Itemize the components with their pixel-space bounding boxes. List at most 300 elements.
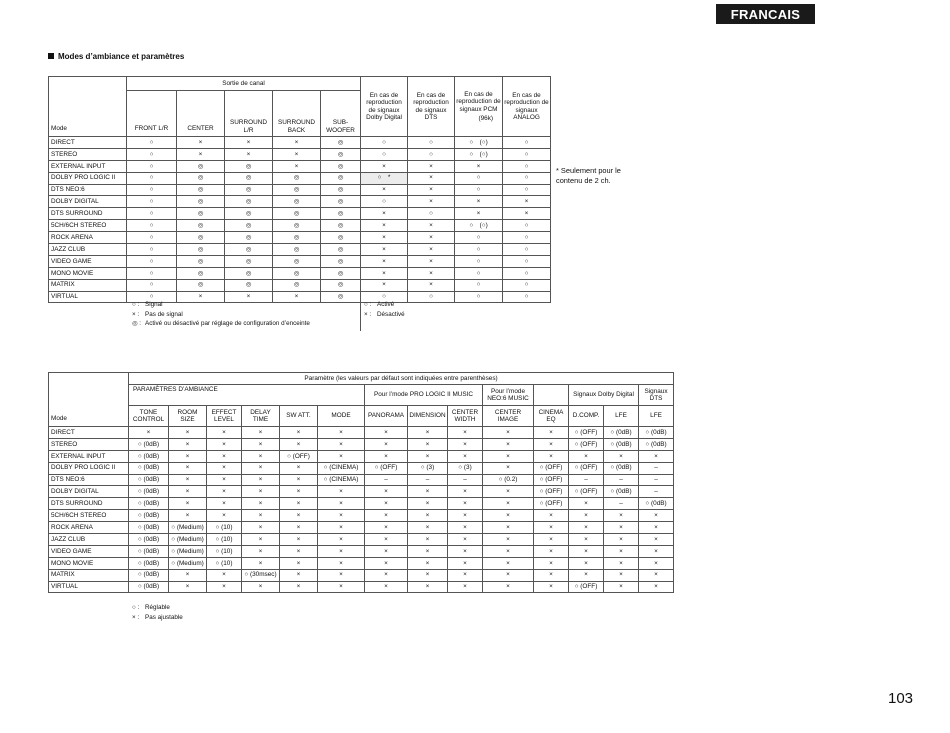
value-cell: × (639, 534, 674, 546)
value-cell: ○ (0dB) (129, 438, 169, 450)
value-cell: ○ (○) (455, 137, 503, 149)
value-cell: × (408, 510, 448, 522)
table-row (49, 267, 551, 279)
value-cell: ○ (455, 172, 503, 184)
value-cell: × (483, 569, 534, 581)
value-cell: × (408, 545, 448, 557)
value-cell: ○ (503, 160, 551, 172)
pcm-signal-header (455, 77, 503, 137)
dts-signal-header: En cas de reproduction de signaux DTS (408, 77, 455, 137)
value-cell: ○ (0dB) (639, 438, 674, 450)
value-cell: × (273, 137, 321, 149)
value-cell: ◎ (321, 244, 361, 256)
value-cell: ◎ (321, 196, 361, 208)
value-cell: ○ (CINEMA) (318, 474, 365, 486)
value-cell: × (365, 581, 408, 593)
value-cell: ○ (127, 291, 177, 303)
value-cell: ○ (OFF) (534, 474, 569, 486)
table-row (49, 510, 674, 522)
value-cell: × (318, 510, 365, 522)
not-adjustable-symbol: × : (132, 613, 140, 621)
dolby-signal-header: En cas de reproduction de signaux Dolby Digital (361, 77, 408, 137)
value-cell: ○ (503, 148, 551, 160)
square-bullet-icon (48, 53, 54, 59)
value-cell: ○ (0dB) (604, 486, 639, 498)
value-cell: × (365, 510, 408, 522)
section-title-text: Modes d’ambiance et paramètres (58, 52, 185, 61)
value-cell: × (503, 196, 551, 208)
value-cell: ○ (503, 220, 551, 232)
value-cell: × (273, 160, 321, 172)
mode-cell: ROCK ARENA (49, 232, 127, 244)
legend-text: Pas de signal (145, 310, 183, 318)
legend-text: Réglable (145, 604, 170, 611)
active-symbol: ○ : (364, 301, 372, 308)
value-cell: × (408, 522, 448, 534)
column-header: DIMENSION (408, 406, 448, 427)
mode-cell: MATRIX (49, 279, 127, 291)
value-cell: ◎ (273, 244, 321, 256)
value-cell: × (280, 522, 318, 534)
inactive-symbol: × : (364, 310, 372, 318)
value-cell: × (408, 220, 455, 232)
value-cell: × (534, 569, 569, 581)
value-cell: × (365, 438, 408, 450)
value-cell: × (639, 450, 674, 462)
value-cell: × (361, 184, 408, 196)
value-cell: ○ (OFF) (534, 498, 569, 510)
value-cell: × (455, 160, 503, 172)
subwoofer-header: SUB-WOOFER (321, 91, 361, 137)
value-cell: × (569, 545, 604, 557)
legend-text: Pas ajustable (145, 613, 183, 621)
value-cell: ○ (OFF) (569, 427, 604, 439)
value-cell: × (604, 450, 639, 462)
value-cell: × (242, 545, 280, 557)
value-cell: × (207, 569, 242, 581)
value-cell: × (569, 534, 604, 546)
value-cell: ◎ (273, 196, 321, 208)
value-cell: ◎ (225, 244, 273, 256)
legend-text: Signal (145, 301, 163, 308)
value-cell: × (604, 510, 639, 522)
value-cell: × (225, 148, 273, 160)
column-header: TONE CONTROL (129, 406, 169, 427)
value-cell: × (534, 545, 569, 557)
table-row (49, 462, 674, 474)
center-header: CENTER (177, 91, 225, 137)
value-cell: ○ (Medium) (169, 545, 207, 557)
value-cell: × (483, 427, 534, 439)
value-cell: – (639, 474, 674, 486)
value-cell: × (280, 557, 318, 569)
value-cell: × (242, 474, 280, 486)
value-cell: × (408, 534, 448, 546)
value-cell: × (242, 510, 280, 522)
value-cell: ○ (0dB) (129, 486, 169, 498)
value-cell: ◎ (177, 267, 225, 279)
value-cell: ◎ (321, 220, 361, 232)
value-cell: × (242, 581, 280, 593)
value-cell: ○ (455, 184, 503, 196)
value-cell: × (169, 438, 207, 450)
table-row (49, 184, 551, 196)
value-cell: ○ (3) (448, 462, 483, 474)
signal-symbol: ○ : (132, 301, 140, 308)
surround-back-header: SURROUND BACK (273, 91, 321, 137)
pcm-signal-label: En cas de reproduction de signaux PCM (456, 90, 501, 113)
value-cell: ○ (0dB) (129, 545, 169, 557)
value-cell: ○ (361, 196, 408, 208)
column-header: CENTER IMAGE (483, 406, 534, 427)
neo6-music-header: Pour l’mode NEO:6 MUSIC (483, 385, 534, 406)
value-cell: ○ (OFF) (569, 462, 604, 474)
value-cell: ○ (503, 267, 551, 279)
legend-text: Activé (377, 301, 395, 308)
value-cell: × (365, 557, 408, 569)
value-cell: ○ (0dB) (129, 498, 169, 510)
mode-header: Mode (49, 373, 129, 427)
value-cell: × (280, 462, 318, 474)
value-cell: × (242, 498, 280, 510)
mode-cell: STEREO (49, 438, 129, 450)
column-header: PANORAMA (365, 406, 408, 427)
value-cell: × (569, 450, 604, 462)
value-cell: × (408, 244, 455, 256)
mode-cell: 5CH/6CH STEREO (49, 510, 129, 522)
table-row (49, 557, 674, 569)
mode-cell: VIRTUAL (49, 581, 129, 593)
value-cell: ○ (503, 172, 551, 184)
value-cell: × (361, 220, 408, 232)
value-cell: × (408, 438, 448, 450)
value-cell: × (569, 569, 604, 581)
legend-item (132, 319, 310, 329)
table-row (49, 581, 674, 593)
mode-cell: MONO MOVIE (49, 267, 127, 279)
value-cell: × (408, 486, 448, 498)
value-cell: × (207, 581, 242, 593)
value-cell: × (280, 569, 318, 581)
value-cell: × (483, 462, 534, 474)
mode-cell: DTS SURROUND (49, 498, 129, 510)
value-cell: ○ (Medium) (169, 557, 207, 569)
value-cell: – (408, 474, 448, 486)
column-header: DELAY TIME (242, 406, 280, 427)
value-cell: ◎ (225, 196, 273, 208)
value-cell: × (280, 581, 318, 593)
value-cell: ○ (127, 196, 177, 208)
value-cell: × (207, 474, 242, 486)
mode-cell: VIRTUAL (49, 291, 127, 303)
value-cell: ○ (361, 148, 408, 160)
value-cell: × (207, 427, 242, 439)
value-cell: × (448, 581, 483, 593)
value-cell: × (534, 581, 569, 593)
legend-item (132, 603, 183, 613)
value-cell: × (503, 208, 551, 220)
value-cell: ○ (127, 184, 177, 196)
ambiance-header: PARAMÈTRES D’AMBIANCE (129, 385, 365, 396)
value-cell: × (318, 438, 365, 450)
value-cell: × (129, 427, 169, 439)
value-cell: × (361, 160, 408, 172)
value-cell: × (361, 267, 408, 279)
value-cell: ○ (0dB) (129, 522, 169, 534)
value-cell: × (408, 267, 455, 279)
value-cell: ◎ (225, 267, 273, 279)
value-cell: × (639, 545, 674, 557)
value-cell: ○ (127, 232, 177, 244)
value-cell: × (361, 208, 408, 220)
value-cell: ◎ (273, 220, 321, 232)
column-header: LFE (639, 406, 674, 427)
value-cell: × (169, 462, 207, 474)
value-cell: × (280, 474, 318, 486)
value-cell: × (534, 450, 569, 462)
value-cell: × (318, 427, 365, 439)
value-cell: × (207, 510, 242, 522)
value-cell: × (604, 522, 639, 534)
value-cell: × (169, 498, 207, 510)
value-cell: × (408, 279, 455, 291)
value-cell: × (361, 232, 408, 244)
section-title (48, 52, 184, 61)
mode-cell: EXTERNAL INPUT (49, 160, 127, 172)
value-cell: × (448, 569, 483, 581)
value-cell: × (448, 427, 483, 439)
value-cell: ○ (127, 137, 177, 149)
value-cell: × (177, 291, 225, 303)
value-cell: ◎ (321, 255, 361, 267)
value-cell: × (639, 581, 674, 593)
column-header: CINEMA EQ (534, 406, 569, 427)
table-row (49, 427, 674, 439)
value-cell: × (483, 510, 534, 522)
value-cell: ◎ (225, 220, 273, 232)
value-cell: × (169, 450, 207, 462)
value-cell: × (242, 557, 280, 569)
value-cell: × (361, 255, 408, 267)
value-cell: ◎ (225, 255, 273, 267)
value-cell: ◎ (273, 279, 321, 291)
value-cell: ◎ (177, 232, 225, 244)
value-cell: × (448, 522, 483, 534)
value-cell: × (448, 557, 483, 569)
table-row (49, 534, 674, 546)
analog-signal-header: En cas de reproduction de signaux ANALOG (503, 77, 551, 137)
table-row (49, 137, 551, 149)
value-cell: × (534, 522, 569, 534)
mode-cell: EXTERNAL INPUT (49, 450, 129, 462)
mode-cell: DOLBY PRO LOGIC II (49, 462, 129, 474)
legend-item (132, 613, 183, 623)
value-cell: × (534, 534, 569, 546)
legend-text: Désactivé (377, 310, 405, 318)
value-cell: × (318, 486, 365, 498)
table-row (49, 244, 551, 256)
value-cell: × (483, 522, 534, 534)
value-cell: ○ (Medium) (169, 534, 207, 546)
value-cell: ○ (503, 279, 551, 291)
value-cell: ◎ (225, 279, 273, 291)
value-cell: ○ (503, 291, 551, 303)
value-cell: ○ (455, 279, 503, 291)
value-cell: ◎ (321, 184, 361, 196)
value-cell: × (569, 557, 604, 569)
mode-cell: JAZZ CLUB (49, 534, 129, 546)
value-cell: ◎ (273, 232, 321, 244)
surround-lr-header: SURROUND L/R (225, 91, 273, 137)
legend-item (132, 300, 310, 310)
value-cell: × (455, 196, 503, 208)
value-cell: × (365, 522, 408, 534)
value-cell: × (280, 438, 318, 450)
value-cell: × (408, 581, 448, 593)
table-row (49, 450, 674, 462)
value-cell: × (273, 291, 321, 303)
value-cell: × (280, 545, 318, 557)
value-cell: × (483, 438, 534, 450)
value-cell: × (207, 450, 242, 462)
table1-legend-left (132, 300, 310, 329)
value-cell: × (242, 438, 280, 450)
table-row (49, 279, 551, 291)
value-cell: × (408, 196, 455, 208)
mode-cell: DTS SURROUND (49, 208, 127, 220)
value-cell: × (177, 148, 225, 160)
value-cell: ○ (0dB) (604, 438, 639, 450)
value-cell: ○ (OFF) (569, 438, 604, 450)
value-cell: × (361, 244, 408, 256)
table-row (49, 438, 674, 450)
table-row (49, 545, 674, 557)
value-cell: ○ (10) (207, 545, 242, 557)
value-cell: × (569, 510, 604, 522)
mode-cell: DIRECT (49, 427, 129, 439)
value-cell: ◎ (273, 267, 321, 279)
value-cell: × (177, 137, 225, 149)
value-cell: ◎ (177, 172, 225, 184)
value-cell: × (448, 534, 483, 546)
value-cell: × (280, 510, 318, 522)
value-cell: × (318, 498, 365, 510)
mode-cell: DTS NEO:6 (49, 184, 127, 196)
mode-cell: DOLBY DIGITAL (49, 486, 129, 498)
value-cell: – (365, 474, 408, 486)
table-row (49, 232, 551, 244)
table-row (49, 498, 674, 510)
value-cell: × (207, 486, 242, 498)
value-cell: × (318, 522, 365, 534)
value-cell: ◎ (273, 208, 321, 220)
value-cell: ◎ (225, 208, 273, 220)
mode-header: Mode (49, 77, 127, 137)
value-cell: ○ (127, 244, 177, 256)
value-cell: ◎ (177, 220, 225, 232)
value-cell: × (569, 522, 604, 534)
value-cell: × (448, 438, 483, 450)
value-cell: × (318, 557, 365, 569)
column-header: EFFECT LEVEL (207, 406, 242, 427)
value-cell: × (604, 581, 639, 593)
value-cell: ○ (455, 244, 503, 256)
table-row (49, 196, 551, 208)
table-row (49, 172, 551, 184)
value-cell: ◎ (177, 184, 225, 196)
table-row (49, 255, 551, 267)
value-cell: ○ (455, 232, 503, 244)
table-row (49, 208, 551, 220)
value-cell: ○ (0dB) (129, 510, 169, 522)
value-cell: × (365, 450, 408, 462)
mode-cell: DTS NEO:6 (49, 474, 129, 486)
value-cell: × (604, 534, 639, 546)
value-cell: × (448, 498, 483, 510)
value-cell: ○ (127, 160, 177, 172)
value-cell: ○ (0dB) (604, 427, 639, 439)
value-cell: ◎ (321, 148, 361, 160)
legend-item (364, 310, 405, 320)
value-cell: ◎ (321, 137, 361, 149)
value-cell: ○ (30msec) (242, 569, 280, 581)
table-row (49, 522, 674, 534)
value-cell: × (448, 486, 483, 498)
mode-cell: 5CH/6CH STEREO (49, 220, 127, 232)
value-cell: × (483, 486, 534, 498)
value-cell: ○ (OFF) (365, 462, 408, 474)
value-cell: ○ (0dB) (129, 581, 169, 593)
channel-output-header: Sortie de canal (127, 77, 361, 91)
value-cell: ◎ (177, 196, 225, 208)
legend-divider (360, 298, 361, 331)
value-cell: × (280, 498, 318, 510)
value-cell: × (242, 522, 280, 534)
value-cell: × (365, 569, 408, 581)
value-cell: ◎ (177, 208, 225, 220)
value-cell: ○ (127, 220, 177, 232)
value-cell: ○ (127, 148, 177, 160)
value-cell: × (242, 462, 280, 474)
value-cell: ○ (0dB) (129, 569, 169, 581)
value-cell: ◎ (273, 172, 321, 184)
value-cell: ○ (503, 244, 551, 256)
value-cell: ◎ (225, 172, 273, 184)
legend-item (132, 310, 310, 320)
value-cell: ◎ (225, 184, 273, 196)
value-cell: ○ (408, 208, 455, 220)
value-cell: ○ (0dB) (604, 462, 639, 474)
value-cell: × (483, 557, 534, 569)
column-header: ROOM SIZE (169, 406, 207, 427)
page-number: 103 (888, 690, 914, 707)
value-cell: × (534, 510, 569, 522)
value-cell: ◎ (321, 232, 361, 244)
mode-cell: MATRIX (49, 569, 129, 581)
column-header: CENTER WIDTH (448, 406, 483, 427)
value-cell: – (604, 498, 639, 510)
value-cell: ◎ (321, 172, 361, 184)
value-cell: × (408, 160, 455, 172)
value-cell: × (242, 534, 280, 546)
value-cell: ○ (503, 232, 551, 244)
value-cell: ○ (408, 137, 455, 149)
value-cell: × (483, 534, 534, 546)
value-cell: ○ (OFF) (280, 450, 318, 462)
value-cell: × (483, 498, 534, 510)
value-cell: × (639, 557, 674, 569)
value-cell: × (365, 498, 408, 510)
